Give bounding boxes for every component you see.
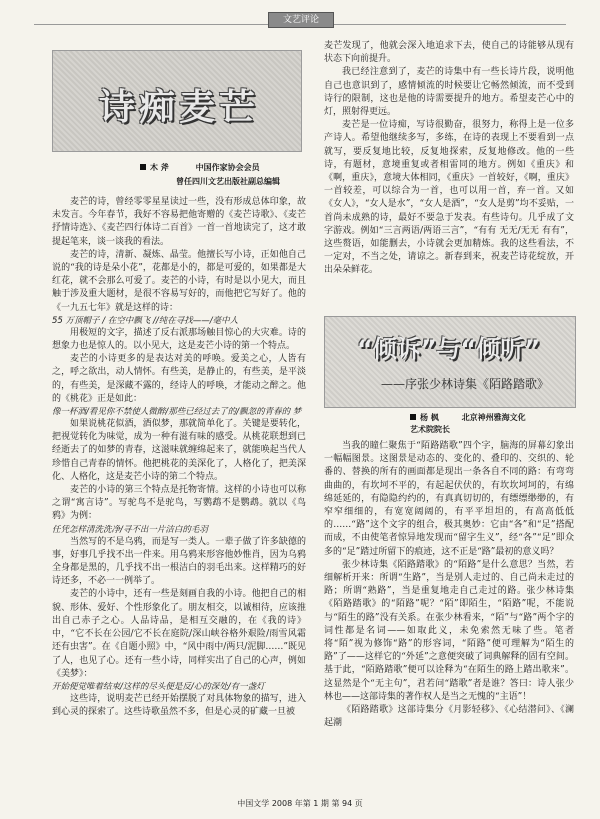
article1-author-title2: 曾任四川文艺出版社副总编辑 (176, 177, 280, 186)
article1-title-box (52, 50, 302, 152)
page-footer: 中国文学 2008 年第 1 期 第 94 页 (237, 799, 363, 808)
article2-title-box (324, 316, 576, 408)
article2-author-title1: 北京神州雅海文化 (461, 413, 526, 422)
poem-excerpt: 开始便觉唯着结束/这样的尽头便是反/心的深处/有一盏灯 (52, 681, 265, 692)
poem-excerpt: 任凭怎样清洗洗净/寻不出一片洁白的毛羽 (52, 524, 208, 535)
article1-paragraph: 当然写的不是乌鸦，而是写一类人。一辈子做了许多缺德的事，好事几乎找不出一件来。用乌鸦来形容他妙惟肖，因为乌鸦全身都是黑的，几乎找不出一根洁白的羽毛出来。这样精巧的好诗还多，不必一一例举了。 (52, 536, 306, 587)
article1-paragraph: 麦芒的小诗中，还有一些是刻画自我的小诗。他把自己的相貌、形体、爱好、个性形象化了。朋友相交，以诚相待，应该推出自己赤子之心。人品诗品，是相互交融的，在《我的诗》中，“它不长在公园/它不长在庭院/深山峡谷格外艰险/雨雪风霜还有虫害”。在《自题小照》中，“风中雨中/两只/泥脚……”既见了人，也见了心。还有一些小诗，同样实出了自己的心声，例如《美梦》： (52, 589, 306, 679)
article1-author-title1: 中国作家协会会员 (195, 163, 260, 172)
article1-paragraph: 麦芒的诗，清新、凝炼、晶莹。他擅长写小诗，正如他自己说的“我的诗是朵小花”，花都是小的，都是可爱的，如果都是大红花，就不会那么可爱了。麦芒的小诗，有时是以小见大，而且触于涉及重大题材，是很不容易写好的，而他把它写好了。他的《一九五七年》就是这样的诗： (52, 249, 306, 313)
byline-square-icon (410, 414, 416, 420)
article1-paragraph: 麦芒的小诗的第三个特点是托物寄情。这样的小诗也可以称之谓“寓言诗”。写驼鸟不是驼鸟，写鹦鹉不是鹦鹉。就以《鸟鸦》为例： (52, 485, 306, 522)
article2-paragraph: 张少林诗集《陌路踏歌》的“陌路”是什么意思？当然，若细解析开来：所谓“生路”，当是别人走过的、自己尚未走过的路；所谓“熟路”，当是重复地走自己走过的路。张少林诗集《陌路踏歌》的“陌路”呢？“陌”即陌生，“陌路”呢，不能说与“陌生的路”没有关系。在张少林看来，“陌”与“路”两个字的词性都是名词——如取此义，未免索然无味了些。笔者将“陌”视为修饰“路”的形容词，“陌路”便可理解为“陌生的路”了——这样它的“外延”之意便突破了词典解释的固有空间。基于此，“陌路踏歌”便可以诠释为“在陌生的路上踏出歌来”。这显然是个“无主句”，君若问“踏歌”者是谁？答曰：诗人张少林也——这部诗集的著作权人是当之无愧的“主语”！ (324, 559, 574, 702)
article1-paragraph: 这些诗，说明麦芒已经开始摆脱了对具体物象的描写，进入到心灵的探索了。这些诗歌虽然不多，但是心灵的矿藏一旦被 (52, 693, 306, 718)
article1-paragraph: 麦芒的诗，曾经零零星星读过一些，没有形成总体印象，故未发言。今年春节，我好不容易把他寄赠的《麦芒诗歌》、《麦芒抒情诗选》、《麦芒四行体诗二百首》一首一首地读完了，这才敢提起笔来，谈一谈我的看法。 (52, 197, 306, 247)
article1-author: 木 斧 (150, 163, 169, 172)
article1-title: 诗痴麦芒 (99, 87, 260, 128)
article2-paragraph: 《陌路踏歌》这部诗集分《月影轻移》、《心结潜问》、《澜起潮 (324, 705, 574, 729)
article2-subtitle: ——序张少林诗集《陌路踏歌》 (381, 377, 550, 391)
article2-title: “倾诉”与“倾听” (357, 335, 541, 363)
continuation-paragraph: 我已经注意到了，麦芒的诗集中有一些长诗片段，说明他自己也意识到了，感情倾流的时候要让它畅然倾流，而不受到诗行的限制，这也是他的诗需要提升的地方。希望麦芒心中的灯，照射得更远。 (324, 67, 574, 118)
article1-paragraph: 用极短的文字，描述了反右派那场触目惊心的大灾难。诗的想象力也是惊人的。以小见大，这是麦芒小诗的第一个特点。 (52, 327, 306, 352)
article2-paragraph: 当我的瞳仁聚焦于“陌路踏歌”四个字，脑海的屏幕幻象出一幅幅图景。这图景是动态的、变化的、叠印的、交织的、轮番的、替换的所有的画面都是现出一条各自不同的路：有弯弯曲曲的，有坎坷不平的，有起起伏伏的，有坎坎坷坷的，有绵绵延延的，有隐隐约约的，有真真切切的，有缥缥缈缈的，有窄窄细细的，有宽宽阔阔的，有平平坦坦的，有高高低低的……“路”这个文字的组合，极其奥妙：它由“各”和“足”搭配而成，不由使笔者惊异地发现而“留字生义”，经“各”“足”即众多的“足”踏过所留下的痕迹，这不正是“路”最初的意义吗？ (324, 441, 574, 557)
article1-body (52, 196, 306, 719)
continuation-paragraph: 麦芒是一位诗痴，写诗很勤奋，很努力，称得上是一位多产诗人。希望他继续多写，多练，在诗的表现上不要看到一点就写，要反复地比较，反复地探索，反复地修改。他的一些诗，有题材，意境重复或者相雷同的地方。例如《重庆》和《啊，重庆》，意境大体相同，《重庆》一首较好，《啊，重庆》一首较差，可以综合为一首，也可以用一首，弃一首。又如《女人》，“女人是水”，“女人是酒”，“女人是剪”均不妥贴，一首尚未成熟的诗，最好不要急于发表。有些诗句。几乎成了文字游戏。例如“三言两语/两语三言”，“有有 无无/无无 有有”，这些赘语，如能删去，小诗就会更加精炼。我的这些看法，不一定对，不当之处，请谅之。新春到来，祝麦芒诗花绽放，开出朵朵鲜花。 (324, 120, 574, 276)
article1-continuation (324, 40, 574, 278)
article1-paragraph: 麦芒的小诗更多的是表达对美的呼唤。爱美之心，人皆有之，呼之欲出，动人情怀。有些美，是静止的，有些美，是平淡的，有些美，是深藏不露的，经诗人的呼唤，才能动之醉之。他的《桃花》正是如此： (52, 354, 306, 404)
continuation-paragraph: 麦芒发现了，他就会深入地追求下去，使自己的诗能够从现有状态下向前提升。 (324, 41, 574, 65)
article2-byline (410, 412, 526, 423)
byline-square-icon (140, 164, 146, 170)
poem-excerpt: 像一杯酒/看见你不禁使人微醉/那些已经过去了的/飘忽的青春的 梦 (52, 407, 302, 418)
poem-excerpt: 55 万顶帽子 / 在空中飘飞 //纯在寻找——/毫中人 (52, 315, 239, 326)
article2-author-title2: 艺术院院长 (410, 425, 450, 434)
article1-paragraph: 如果说桃花似酒，酒似梦，那就简单化了。关键是要转化，把视觉转化为味觉，成为一种有滋有味的感受。从桃花联想到已经逝去了的如梦的青春，这滋味就缠绵起来了，就能唤起当代人珍惜自己青春的情怀。他把桃花的美深化了，人格化了，把美深化、人格化，这是麦芒小诗的第二个特点。 (52, 419, 306, 482)
article2-body (324, 440, 574, 730)
article1-byline (140, 162, 260, 173)
section-tag: 文艺评论 (268, 12, 334, 28)
article2-author: 杨 枫 (420, 413, 439, 422)
